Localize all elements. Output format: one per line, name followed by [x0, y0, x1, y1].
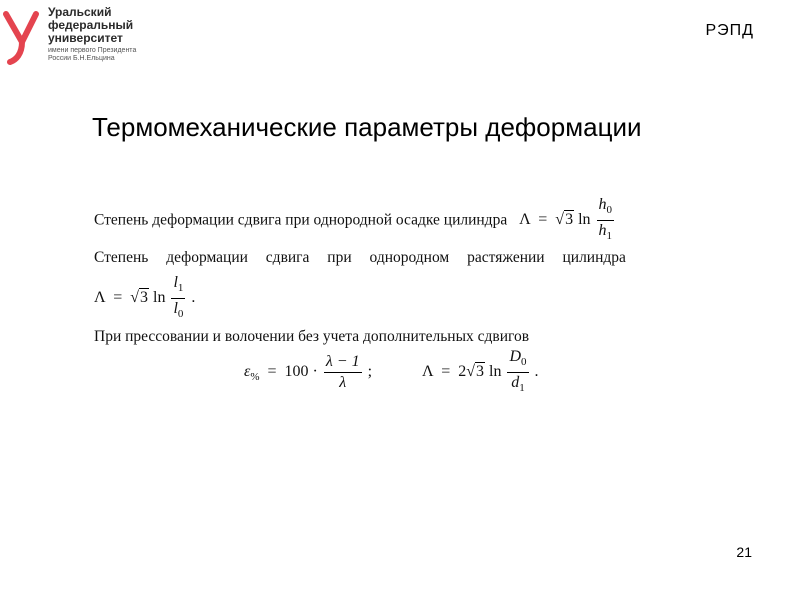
logo-text — [48, 6, 136, 63]
logo-sub-1: имени первого Президента — [48, 47, 137, 54]
equals-sign: = — [538, 211, 548, 229]
logo-line-3: университет — [48, 31, 123, 45]
formula-row-tension-eq — [94, 274, 195, 323]
h0-over-h1-fraction: $\frac{h_0}{h_1}$ — [598, 196, 613, 243]
tension-formula: Λ = √3 ln $\frac{l_1}{l_0}$ . — [94, 289, 195, 306]
l1-over-l0-fraction: $\frac{l_1}{l_0}$ — [173, 274, 184, 321]
formula-row-pressing — [94, 328, 529, 346]
course-tag: РЭПД — [705, 22, 754, 39]
university-logo — [0, 0, 170, 70]
lambda-fraction: $\frac{\lambda - 1}{\lambda}$ — [325, 353, 360, 392]
logo-sub-2: России Б.Н.Ельцина — [48, 55, 115, 62]
pressing-description: При прессовании и волочении без учета дополнительных сдвигов — [94, 328, 530, 345]
lambda-symbol: Λ — [519, 211, 531, 229]
pressing-lambda-formula: Λ = 2√3 ln $\frac{D_0}{d_1}$ . — [422, 363, 539, 380]
ln-symbol: ln — [578, 211, 591, 229]
tension-description: Степень деформации сдвига при однородном растяжении цилиндра — [94, 249, 626, 266]
formula-row-tension — [94, 249, 724, 267]
logo-line-1: Уральский — [48, 5, 112, 19]
page-number: 21 — [736, 544, 752, 560]
logo-line-2: федеральный — [48, 18, 134, 32]
urfu-logo-icon — [2, 8, 42, 66]
slide-title: Термомеханические параметры деформации — [92, 112, 642, 142]
sqrt-3: √3 — [555, 211, 574, 229]
formula-row-pressing-eq — [244, 348, 539, 397]
d0-over-d1-fraction: $\frac{D_0}{d_1}$ — [509, 348, 527, 395]
elongation-formula: $\varepsilon_{\%} = 100$ · $\frac{\lambda - 1}{\lambda}$ ; — [244, 353, 373, 392]
upset-description: Степень деформации сдвига при однородной осадке цилиндра — [94, 211, 508, 229]
upset-formula — [519, 196, 616, 243]
formula-row-upset — [94, 196, 616, 245]
